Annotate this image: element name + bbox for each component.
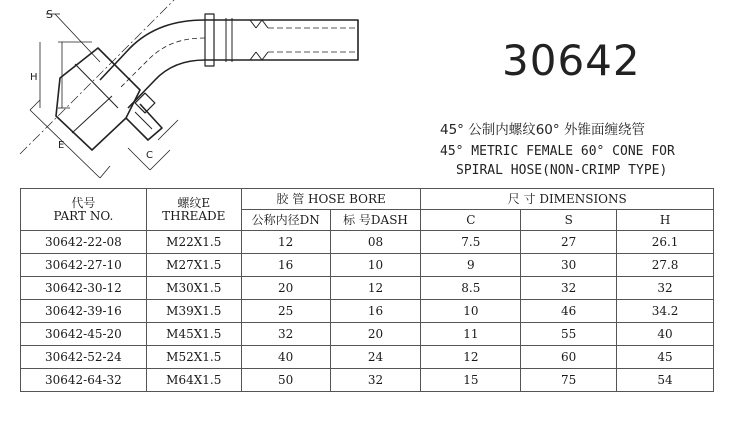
cell-s: 75 <box>521 369 617 392</box>
header-thread-en: THREADE <box>162 208 226 223</box>
dimension-lines <box>30 14 178 178</box>
header-part-cn: 代号 <box>71 195 96 210</box>
header-part-no <box>21 189 147 231</box>
cell-dn: 12 <box>241 231 330 254</box>
cell-h: 40 <box>617 323 714 346</box>
fitting-outline <box>20 0 358 154</box>
table-row <box>21 323 714 346</box>
header-c: C <box>421 210 521 231</box>
cell-part: 30642-27-10 <box>21 254 147 277</box>
cell-c: 12 <box>421 346 521 369</box>
table-row <box>21 231 714 254</box>
dim-label-c: C <box>146 150 153 161</box>
cell-dash: 24 <box>330 346 421 369</box>
cell-thread: M52X1.5 <box>146 346 241 369</box>
cell-dn: 50 <box>241 369 330 392</box>
cell-h: 45 <box>617 346 714 369</box>
header-h: H <box>617 210 714 231</box>
cell-h: 54 <box>617 369 714 392</box>
cell-h: 34.2 <box>617 300 714 323</box>
cell-h: 26.1 <box>617 231 714 254</box>
cell-thread: M30X1.5 <box>146 277 241 300</box>
cell-s: 60 <box>521 346 617 369</box>
cell-dash: 32 <box>330 369 421 392</box>
cell-dash: 12 <box>330 277 421 300</box>
part-number-title: 30642 <box>502 36 641 85</box>
cell-s: 32 <box>521 277 617 300</box>
cell-c: 8.5 <box>421 277 521 300</box>
table-row <box>21 300 714 323</box>
cell-part: 30642-30-12 <box>21 277 147 300</box>
fitting-drawing <box>0 0 400 190</box>
cell-s: 30 <box>521 254 617 277</box>
cell-dn: 40 <box>241 346 330 369</box>
cell-dash: 20 <box>330 323 421 346</box>
header-part-en: PART NO. <box>53 208 114 223</box>
spec-table <box>20 188 714 392</box>
description-english-line1: 45° METRIC FEMALE 60° CONE FOR <box>440 144 675 159</box>
header-hose-bore: 胶 管 HOSE BORE <box>241 189 421 210</box>
description-english-line2: SPIRAL HOSE(NON-CRIMP TYPE) <box>456 163 668 178</box>
cell-dn: 32 <box>241 323 330 346</box>
cell-dash: 08 <box>330 231 421 254</box>
cell-thread: M45X1.5 <box>146 323 241 346</box>
cell-thread: M64X1.5 <box>146 369 241 392</box>
cell-s: 46 <box>521 300 617 323</box>
header-dash: 标 号DASH <box>330 210 421 231</box>
cell-dn: 20 <box>241 277 330 300</box>
cell-s: 55 <box>521 323 617 346</box>
cell-dash: 16 <box>330 300 421 323</box>
header-dimensions: 尺 寸 DIMENSIONS <box>421 189 714 210</box>
table-row <box>21 369 714 392</box>
dim-label-s: S <box>46 8 53 21</box>
cell-c: 7.5 <box>421 231 521 254</box>
cell-c: 9 <box>421 254 521 277</box>
cell-h: 27.8 <box>617 254 714 277</box>
header-dn: 公称内径DN <box>241 210 330 231</box>
cell-thread: M27X1.5 <box>146 254 241 277</box>
cell-thread: M22X1.5 <box>146 231 241 254</box>
cell-s: 27 <box>521 231 617 254</box>
cell-part: 30642-64-32 <box>21 369 147 392</box>
table-row <box>21 277 714 300</box>
table-row <box>21 346 714 369</box>
table-row <box>21 254 714 277</box>
cell-part: 30642-52-24 <box>21 346 147 369</box>
header-thread <box>146 189 241 231</box>
dim-label-e: E <box>58 140 65 151</box>
cell-part: 30642-22-08 <box>21 231 147 254</box>
cell-dn: 25 <box>241 300 330 323</box>
cell-c: 11 <box>421 323 521 346</box>
cell-h: 32 <box>617 277 714 300</box>
cell-c: 10 <box>421 300 521 323</box>
dim-label-h: H <box>30 72 38 83</box>
cell-dn: 16 <box>241 254 330 277</box>
cell-part: 30642-45-20 <box>21 323 147 346</box>
header-thread-cn: 螺纹E <box>177 195 211 210</box>
cell-part: 30642-39-16 <box>21 300 147 323</box>
cell-c: 15 <box>421 369 521 392</box>
description-chinese: 45° 公制内螺纹60° 外锥面缠绕管 <box>440 122 645 138</box>
header-s: S <box>521 210 617 231</box>
cell-dash: 10 <box>330 254 421 277</box>
cell-thread: M39X1.5 <box>146 300 241 323</box>
